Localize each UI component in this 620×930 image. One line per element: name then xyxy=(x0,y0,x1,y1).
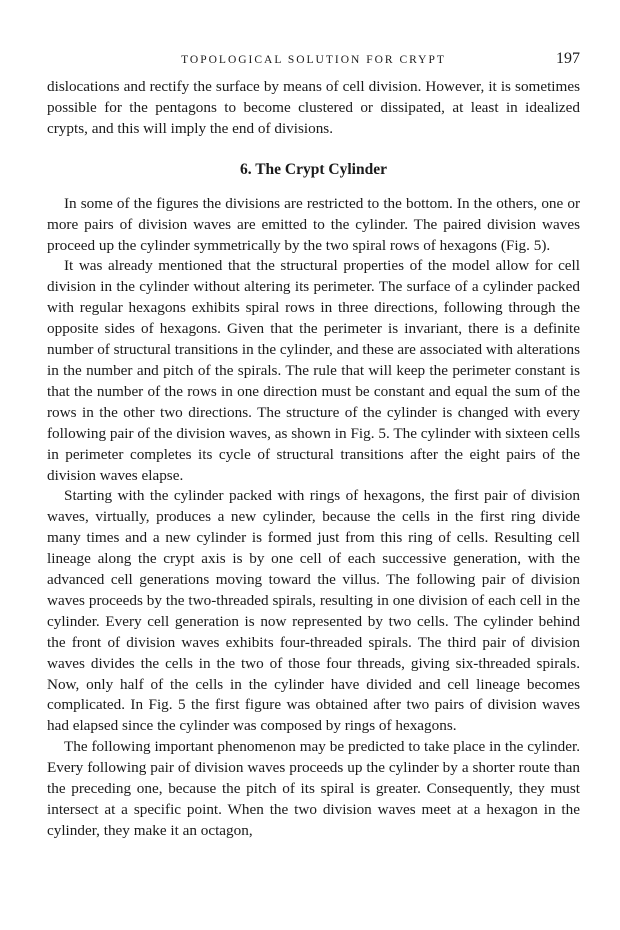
section-heading: 6. The Crypt Cylinder xyxy=(240,160,387,178)
paragraph: Starting with the cylinder packed with rings of hexagons, the first pair of division waves, virtually, produces a new cylinder, because the cells in the first ring divide many times and a new cylinder is formed just from this ring of cells. Resulting cell lineage along the crypt axis is by one cell of each successive generation, with the advanced cell generations moving toward the villus. The following pair of division waves proceeds by the two-threaded spirals, resulting in one division of each cell in the cylinder. Every cell generation is now represented by two cells. The cylinder behind the front of division waves exhibits four-threaded spirals. The third pair of division waves divides the cells in the two of those four threads, giving six-threaded spirals. Now, only half of the cells in the cylinder have divided and cell lineage becomes complicated. In Fig. 5 the first figure was obtained after two pairs of division waves had elapsed since the cylinder was composed by rings of hexagons. xyxy=(47,487,580,735)
body-text xyxy=(47,77,580,842)
running-title: TOPOLOGICAL SOLUTION FOR CRYPT xyxy=(181,54,446,66)
page-number: 197 xyxy=(556,50,580,67)
paragraph-continuation: dislocations and rectify the surface by means of cell division. However, it is sometimes possible for the pentagons to become clustered or dissipated, at least in idealized crypts, and this will imply the end of divisions. xyxy=(47,78,580,137)
paragraph: The following important phenomenon may be predicted to take place in the cylinder. Every following pair of division waves proceeds up the cylinder by a shorter route than the preceding one, because the pitch of its spiral is greater. Consequently, they must intersect at a specific point. When the two division waves meet at a hexagon in the cylinder, they make it an octagon, xyxy=(47,738,580,839)
paragraph: It was already mentioned that the structural properties of the model allow for cell division in the cylinder without altering its perimeter. The surface of a cylinder packed with regular hexagons exhibits spiral rows in three directions, following through the opposite sides of hexagons. Given that the perimeter is invariant, there is a definite number of structural transitions in the cylinder, and these are associated with alterations in the number and pitch of the spirals. The rule that will keep the perimeter constant is that the number of the rows in one direction must be constant and equal the sum of the rows in the other two directions. The structure of the cylinder is changed with every following pair of the division waves, as shown in Fig. 5. The cylinder with sixteen cells in perimeter completes its cycle of structural transitions after the eight pairs of the division waves elapse. xyxy=(47,257,580,484)
paragraph: In some of the figures the divisions are restricted to the bottom. In the others, one or more pairs of division waves are emitted to the cylinder. The paired division waves proceed up the cylinder symmetrically by the two spiral rows of hexagons (Fig. 5). xyxy=(47,194,580,254)
running-head xyxy=(47,50,580,70)
